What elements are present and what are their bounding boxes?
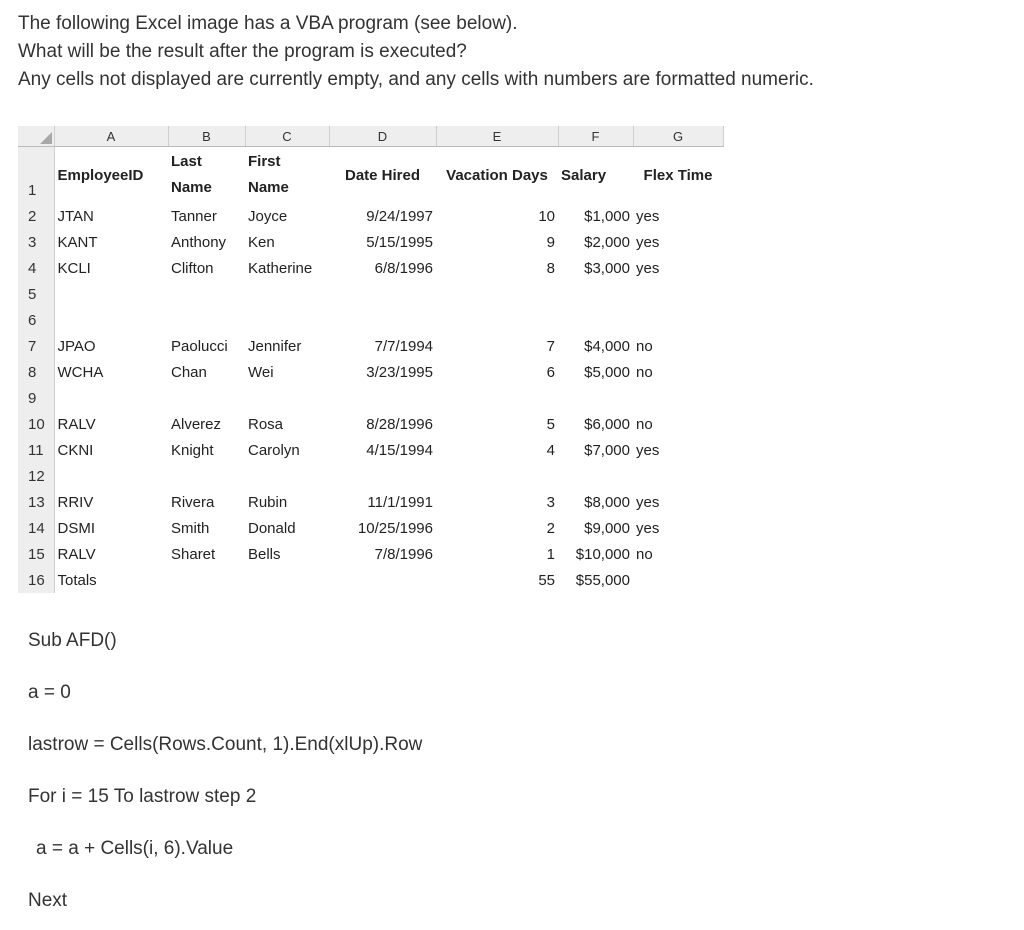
cell-vacation-days[interactable]: 2 xyxy=(546,519,555,537)
row-header[interactable]: 1 xyxy=(18,147,54,204)
cell-salary[interactable] xyxy=(558,281,633,307)
cell-first-name[interactable] xyxy=(245,385,329,411)
cell-salary[interactable]: $9,000 xyxy=(584,519,630,537)
table-row xyxy=(18,229,723,255)
cell-employee-id[interactable]: WCHA xyxy=(57,363,104,381)
cell-date-hired[interactable]: 8/28/1996 xyxy=(366,415,433,433)
cell-date-hired[interactable]: 6/8/1996 xyxy=(374,259,433,277)
table-row xyxy=(18,567,723,593)
row-header[interactable]: 6 xyxy=(18,307,54,333)
header-row xyxy=(18,147,723,204)
cell-last-name[interactable]: Chan xyxy=(171,363,207,381)
cell-date-hired[interactable]: 7/7/1994 xyxy=(374,337,433,355)
cell-salary[interactable]: $8,000 xyxy=(584,493,630,511)
cell-date-hired[interactable]: 4/15/1994 xyxy=(366,441,433,459)
cell-salary[interactable] xyxy=(558,307,633,333)
cell-date-hired[interactable] xyxy=(329,385,436,411)
cell-first-name[interactable]: Katherine xyxy=(248,259,313,277)
cell-last-name[interactable] xyxy=(168,385,245,411)
cell-last-name[interactable] xyxy=(168,281,245,307)
header-first-name-line-2: Name xyxy=(248,179,289,196)
cell-vacation-days[interactable]: 7 xyxy=(546,337,555,355)
cell-first-name[interactable] xyxy=(245,281,329,307)
header-date-hired[interactable]: Date Hired xyxy=(344,166,421,184)
cell-date-hired[interactable]: 3/23/1995 xyxy=(366,363,433,381)
code-line-sum: a = a + Cells(i, 6).Value xyxy=(36,838,234,859)
header-salary[interactable]: Salary xyxy=(561,166,607,184)
table-row xyxy=(18,333,723,359)
cell-employee-id[interactable]: CKNI xyxy=(57,441,94,459)
question-line-2: What will be the result after the program is executed? xyxy=(18,41,467,62)
cell-first-name[interactable]: Carolyn xyxy=(248,441,300,459)
cell-date-hired[interactable]: 7/8/1996 xyxy=(374,545,433,563)
row-header[interactable]: 10 xyxy=(18,411,54,437)
cell-employee-id[interactable]: RRIV xyxy=(57,493,94,511)
code-line-next: Next xyxy=(28,890,68,911)
cell-vacation-days[interactable]: 9 xyxy=(546,233,555,251)
select-all-triangle-icon xyxy=(40,132,52,144)
code-line-lastrow: lastrow = Cells(Rows.Count, 1).End(xlUp).Row xyxy=(28,734,423,755)
cell-first-name[interactable]: Wei xyxy=(248,363,274,381)
cell-vacation-days[interactable]: 5 xyxy=(546,415,555,433)
row-header[interactable]: 2 xyxy=(18,203,54,229)
table-row xyxy=(18,463,723,489)
cell-salary[interactable]: $7,000 xyxy=(584,441,630,459)
cell-salary[interactable] xyxy=(558,385,633,411)
column-header-c[interactable]: C xyxy=(245,126,329,147)
cell-date-hired[interactable]: 5/15/1995 xyxy=(366,233,433,251)
cell-vacation-days[interactable]: 4 xyxy=(546,441,555,459)
header-flex-time[interactable]: Flex Time xyxy=(643,166,713,184)
cell-employee-id[interactable]: KCLI xyxy=(57,259,91,277)
cell-first-name[interactable]: Bells xyxy=(248,545,281,563)
cell-flex-time[interactable] xyxy=(633,463,723,489)
cell-date-hired[interactable]: 10/25/1996 xyxy=(357,519,433,537)
cell-salary[interactable]: $4,000 xyxy=(584,337,630,355)
row-header[interactable]: 12 xyxy=(18,463,54,489)
code-line-init: a = 0 xyxy=(28,682,71,703)
question-text xyxy=(18,10,1008,94)
cell-flex-time[interactable]: yes xyxy=(636,233,660,251)
cell-salary[interactable] xyxy=(558,463,633,489)
cell-vacation-days[interactable]: 10 xyxy=(538,207,555,225)
column-header-b[interactable]: B xyxy=(168,126,245,147)
cell-flex-time[interactable]: yes xyxy=(636,493,660,511)
column-header-e[interactable]: E xyxy=(436,126,558,147)
cell-vacation-days[interactable]: 3 xyxy=(546,493,555,511)
table-row xyxy=(18,307,723,333)
row-header[interactable]: 16 xyxy=(18,567,54,593)
header-vacation-days[interactable]: Vacation Days xyxy=(446,166,548,184)
cell-employee-id[interactable]: RALV xyxy=(57,545,96,563)
table-row xyxy=(18,437,723,463)
cell-employee-id[interactable] xyxy=(54,281,168,307)
cell-first-name[interactable] xyxy=(245,463,329,489)
cell-date-hired[interactable] xyxy=(329,567,436,593)
row-header[interactable]: 9 xyxy=(18,385,54,411)
header-last-name-line-1: Last xyxy=(171,153,202,170)
cell-vacation-days[interactable]: 1 xyxy=(546,545,555,563)
cell-last-name[interactable]: Sharet xyxy=(171,545,216,563)
column-header-a[interactable]: A xyxy=(54,126,168,147)
cell-flex-time[interactable]: no xyxy=(636,363,653,381)
cell-flex-time[interactable] xyxy=(633,385,723,411)
cell-salary[interactable]: $2,000 xyxy=(584,233,630,251)
row-header[interactable]: 14 xyxy=(18,515,54,541)
column-header-row xyxy=(18,126,723,147)
cell-last-name[interactable]: Alverez xyxy=(171,415,222,433)
cell-last-name[interactable]: Tanner xyxy=(171,207,217,225)
cell-flex-time[interactable] xyxy=(633,307,723,333)
cell-employee-id[interactable]: Totals xyxy=(57,571,97,589)
cell-vacation-days[interactable] xyxy=(436,307,558,333)
cell-last-name[interactable]: Smith xyxy=(171,519,210,537)
cell-employee-id[interactable]: JPAO xyxy=(57,337,96,355)
table-row xyxy=(18,255,723,281)
row-header[interactable]: 11 xyxy=(18,437,54,463)
row-header[interactable]: 13 xyxy=(18,489,54,515)
cell-first-name[interactable] xyxy=(245,567,329,593)
table-row xyxy=(18,541,723,567)
cell-first-name[interactable] xyxy=(245,307,329,333)
cell-vacation-days[interactable] xyxy=(436,463,558,489)
row-header[interactable]: 4 xyxy=(18,255,54,281)
cell-flex-time[interactable] xyxy=(633,281,723,307)
cell-salary[interactable]: $1,000 xyxy=(584,207,630,225)
cell-last-name[interactable]: Paolucci xyxy=(171,337,228,355)
cell-first-name[interactable]: Joyce xyxy=(248,207,288,225)
cell-date-hired[interactable] xyxy=(329,307,436,333)
cell-vacation-days[interactable]: 6 xyxy=(546,363,555,381)
table-row xyxy=(18,385,723,411)
cell-vacation-days[interactable] xyxy=(436,385,558,411)
select-all-corner[interactable] xyxy=(18,126,54,147)
question-line-1: The following Excel image has a VBA program (see below). xyxy=(18,13,518,34)
cell-last-name[interactable] xyxy=(168,307,245,333)
cell-employee-id[interactable]: RALV xyxy=(57,415,96,433)
question-line-3: Any cells not displayed are currently empty, and any cells with numbers are formatted numeric. xyxy=(18,69,814,90)
header-last-name[interactable] xyxy=(168,147,245,204)
table-row xyxy=(18,515,723,541)
cell-date-hired[interactable]: 11/1/1991 xyxy=(367,493,433,511)
cell-first-name[interactable]: Rosa xyxy=(248,415,284,433)
cell-date-hired[interactable] xyxy=(329,463,436,489)
cell-salary[interactable]: $3,000 xyxy=(584,259,630,277)
cell-flex-time[interactable]: yes xyxy=(636,441,660,459)
column-header-d[interactable]: D xyxy=(329,126,436,147)
cell-salary[interactable]: $5,000 xyxy=(584,363,630,381)
cell-vacation-days[interactable] xyxy=(436,281,558,307)
row-header[interactable]: 7 xyxy=(18,333,54,359)
cell-last-name[interactable]: Anthony xyxy=(171,233,227,251)
table-row xyxy=(18,359,723,385)
cell-employee-id[interactable] xyxy=(54,463,168,489)
cell-vacation-days[interactable]: 55 xyxy=(538,571,555,589)
cell-salary[interactable]: $10,000 xyxy=(575,545,630,563)
table-row xyxy=(18,281,723,307)
cell-flex-time[interactable]: no xyxy=(636,415,653,433)
row-header[interactable]: 3 xyxy=(18,229,54,255)
cell-last-name[interactable]: Knight xyxy=(171,441,214,459)
cell-flex-time[interactable]: no xyxy=(636,337,653,355)
cell-employee-id[interactable] xyxy=(54,385,168,411)
cell-employee-id[interactable]: KANT xyxy=(57,233,98,251)
excel-sheet xyxy=(18,126,724,593)
table-row xyxy=(18,489,723,515)
cell-employee-id[interactable]: JTAN xyxy=(57,207,94,225)
header-first-name[interactable] xyxy=(245,147,329,204)
column-header-g[interactable]: G xyxy=(633,126,723,147)
cell-salary[interactable]: $6,000 xyxy=(584,415,630,433)
column-header-f[interactable]: F xyxy=(558,126,633,147)
cell-salary[interactable]: $55,000 xyxy=(575,571,630,589)
cell-first-name[interactable]: Ken xyxy=(248,233,275,251)
cell-first-name[interactable]: Jennifer xyxy=(248,337,302,355)
cell-flex-time[interactable]: yes xyxy=(636,259,660,277)
cell-employee-id[interactable]: DSMI xyxy=(57,519,95,537)
cell-date-hired[interactable]: 9/24/1997 xyxy=(366,207,433,225)
cell-flex-time[interactable]: no xyxy=(636,545,653,563)
header-employee-id[interactable]: EmployeeID xyxy=(57,166,144,184)
header-last-name-line-2: Name xyxy=(171,179,212,196)
cell-first-name[interactable]: Donald xyxy=(248,519,296,537)
cell-last-name[interactable] xyxy=(168,463,245,489)
row-header[interactable]: 15 xyxy=(18,541,54,567)
cell-date-hired[interactable] xyxy=(329,281,436,307)
header-first-name-line-1: First xyxy=(248,153,281,170)
cell-last-name[interactable]: Rivera xyxy=(171,493,215,511)
cell-flex-time[interactable]: yes xyxy=(636,207,660,225)
cell-flex-time[interactable] xyxy=(633,567,723,593)
table-row xyxy=(18,203,723,229)
cell-employee-id[interactable] xyxy=(54,307,168,333)
cell-flex-time[interactable]: yes xyxy=(636,519,660,537)
code-line-for: For i = 15 To lastrow step 2 xyxy=(28,786,257,807)
row-header[interactable]: 8 xyxy=(18,359,54,385)
cell-last-name[interactable] xyxy=(168,567,245,593)
row-header[interactable]: 5 xyxy=(18,281,54,307)
cell-vacation-days[interactable]: 8 xyxy=(546,259,555,277)
code-line-sub: Sub AFD() xyxy=(28,630,117,651)
table-row xyxy=(18,411,723,437)
cell-last-name[interactable]: Clifton xyxy=(171,259,214,277)
cell-first-name[interactable]: Rubin xyxy=(248,493,288,511)
